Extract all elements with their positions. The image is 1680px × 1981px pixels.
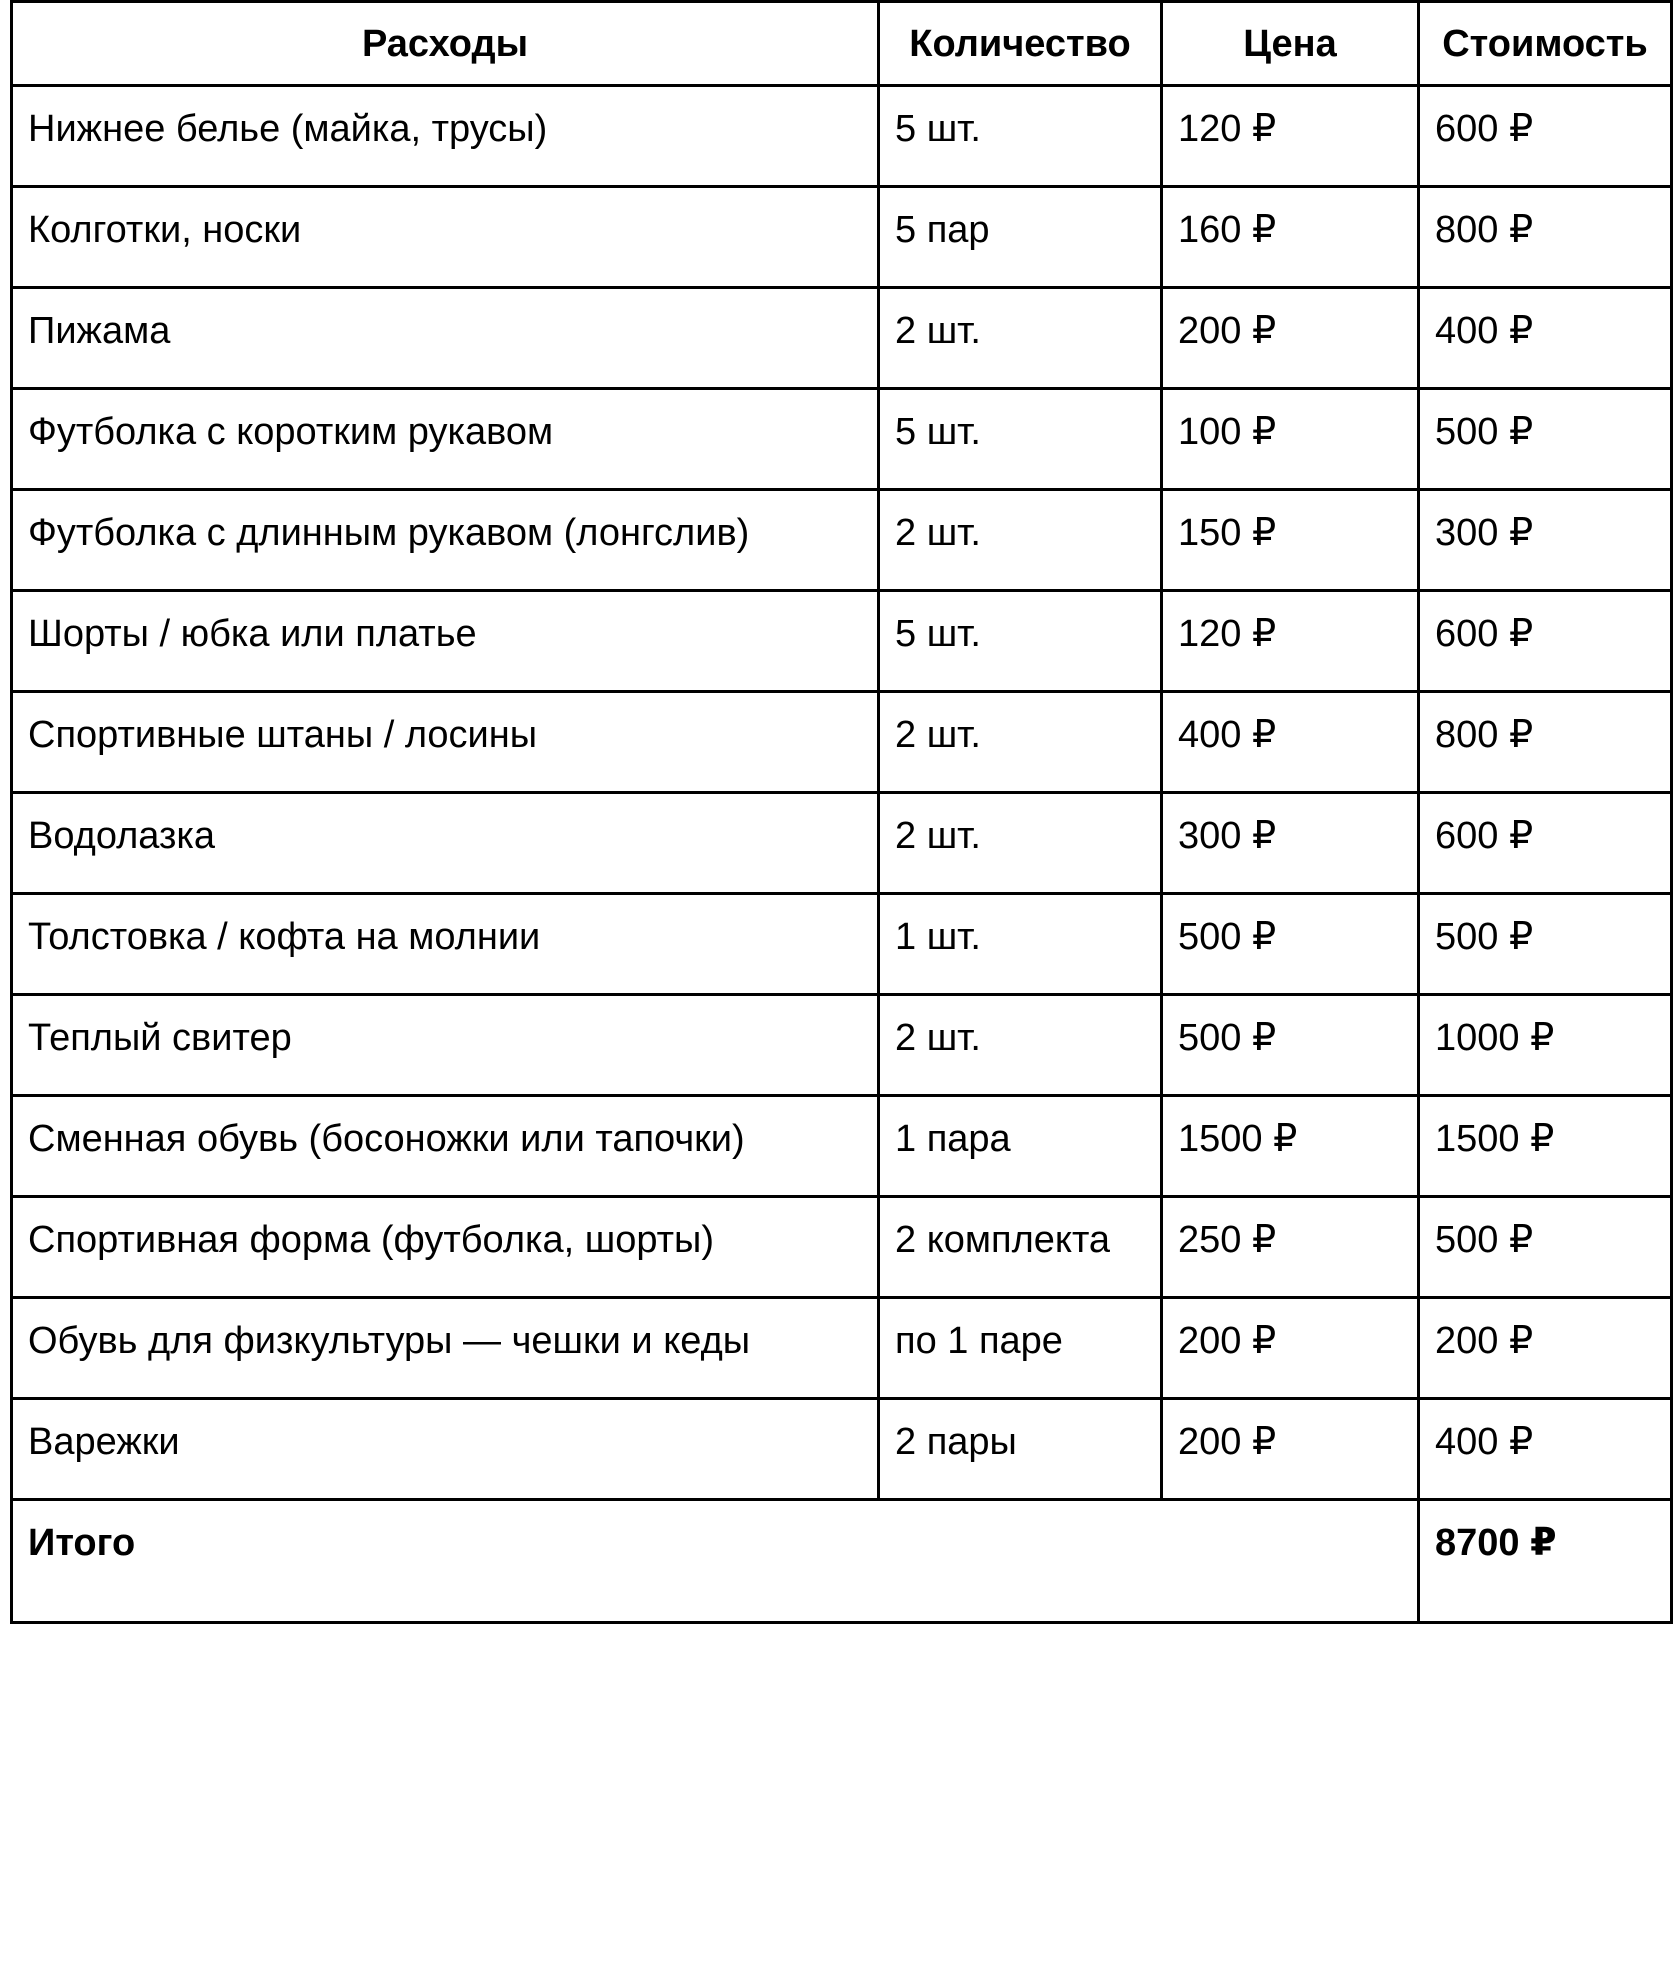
cell-cost: 400 ₽ [1419, 288, 1672, 389]
cell-quantity: 5 шт. [879, 86, 1162, 187]
cell-cost: 500 ₽ [1419, 389, 1672, 490]
cell-quantity: 2 шт. [879, 288, 1162, 389]
cell-item: Спортивные штаны / лосины [12, 692, 879, 793]
cell-price: 120 ₽ [1162, 591, 1419, 692]
cell-price: 120 ₽ [1162, 86, 1419, 187]
table-row [12, 389, 1672, 490]
cell-item: Обувь для физкультуры — чешки и кеды [12, 1298, 879, 1399]
cell-item: Шорты / юбка или платье [12, 591, 879, 692]
cell-item: Теплый свитер [12, 995, 879, 1096]
table-row [12, 591, 1672, 692]
cell-price: 500 ₽ [1162, 894, 1419, 995]
cell-cost: 800 ₽ [1419, 187, 1672, 288]
header-cost: Стоимость [1419, 2, 1672, 86]
cell-item: Пижама [12, 288, 879, 389]
cell-price: 250 ₽ [1162, 1197, 1419, 1298]
cell-cost: 500 ₽ [1419, 894, 1672, 995]
cell-cost: 400 ₽ [1419, 1399, 1672, 1500]
header-item: Расходы [12, 2, 879, 86]
cell-cost: 200 ₽ [1419, 1298, 1672, 1399]
cell-price: 300 ₽ [1162, 793, 1419, 894]
table-row [12, 1399, 1672, 1500]
cell-quantity: 2 шт. [879, 995, 1162, 1096]
table-row [12, 288, 1672, 389]
cell-price: 200 ₽ [1162, 1399, 1419, 1500]
cell-item: Водолазка [12, 793, 879, 894]
cell-cost: 600 ₽ [1419, 86, 1672, 187]
table-row [12, 86, 1672, 187]
cell-quantity: 5 шт. [879, 591, 1162, 692]
table-row [12, 490, 1672, 591]
cell-item: Спортивная форма (футболка, шорты) [12, 1197, 879, 1298]
cell-cost: 500 ₽ [1419, 1197, 1672, 1298]
cell-item: Толстовка / кофта на молнии [12, 894, 879, 995]
header-price: Цена [1162, 2, 1419, 86]
cell-quantity: 2 шт. [879, 490, 1162, 591]
cell-price: 200 ₽ [1162, 1298, 1419, 1399]
cell-quantity: по 1 паре [879, 1298, 1162, 1399]
cell-quantity: 2 комплекта [879, 1197, 1162, 1298]
cell-price: 150 ₽ [1162, 490, 1419, 591]
cell-quantity: 1 шт. [879, 894, 1162, 995]
table-footer [12, 1500, 1672, 1623]
cell-price: 160 ₽ [1162, 187, 1419, 288]
cell-price: 1500 ₽ [1162, 1096, 1419, 1197]
cell-item: Нижнее белье (майка, трусы) [12, 86, 879, 187]
table-row [12, 995, 1672, 1096]
table-row [12, 692, 1672, 793]
cell-quantity: 1 пара [879, 1096, 1162, 1197]
cell-quantity: 5 шт. [879, 389, 1162, 490]
cell-cost: 1500 ₽ [1419, 1096, 1672, 1197]
cell-cost: 600 ₽ [1419, 793, 1672, 894]
header-quantity: Количество [879, 2, 1162, 86]
table-header [12, 2, 1672, 86]
table-row [12, 894, 1672, 995]
cell-item: Варежки [12, 1399, 879, 1500]
cell-cost: 1000 ₽ [1419, 995, 1672, 1096]
table-body [12, 86, 1672, 1500]
table-row [12, 1096, 1672, 1197]
cell-item: Футболка с коротким рукавом [12, 389, 879, 490]
table-row [12, 1298, 1672, 1399]
cell-item: Колготки, носки [12, 187, 879, 288]
header-row [12, 2, 1672, 86]
cell-cost: 600 ₽ [1419, 591, 1672, 692]
table-row [12, 187, 1672, 288]
total-value: 8700 ₽ [1419, 1500, 1672, 1623]
table-row [12, 1197, 1672, 1298]
cell-item: Футболка с длинным рукавом (лонгслив) [12, 490, 879, 591]
cell-price: 100 ₽ [1162, 389, 1419, 490]
cell-quantity: 5 пар [879, 187, 1162, 288]
cell-quantity: 2 шт. [879, 793, 1162, 894]
cell-item: Сменная обувь (босоножки или тапочки) [12, 1096, 879, 1197]
cell-quantity: 2 шт. [879, 692, 1162, 793]
cell-price: 200 ₽ [1162, 288, 1419, 389]
cell-cost: 300 ₽ [1419, 490, 1672, 591]
cell-quantity: 2 пары [879, 1399, 1162, 1500]
cell-cost: 800 ₽ [1419, 692, 1672, 793]
total-row [12, 1500, 1672, 1623]
cell-price: 500 ₽ [1162, 995, 1419, 1096]
expenses-table [10, 0, 1673, 1624]
cell-price: 400 ₽ [1162, 692, 1419, 793]
table-row [12, 793, 1672, 894]
total-label: Итого [12, 1500, 1419, 1623]
